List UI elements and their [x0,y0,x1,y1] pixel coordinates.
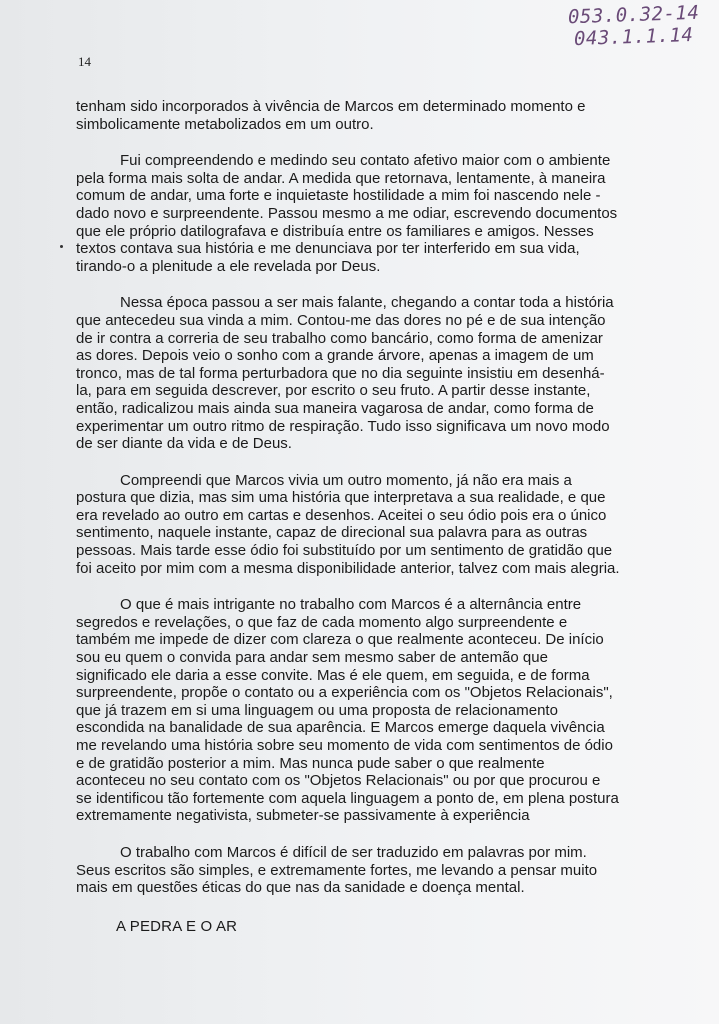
page-number: 14 [78,54,91,69]
text-line: tronco, mas de tal forma perturbadora que no dia seguinte insistiu em desenhá- [76,364,605,382]
text-line: foi aceito por mim com a mesma disponibilidade anterior, talvez com mais alegria. [76,559,620,577]
body-text [76,98,636,916]
text-line: e de gratidão posterior a mim. Mas nunca pude saber o que realmente [76,754,545,772]
text-line: era revelado ao outro em cartas e desenhos. Aceitei o seu ódio pois era o único [76,506,607,524]
text-line: mais em questões éticas do que nas da sanidade e doença mental. [76,879,525,897]
text-line: se identificou tão fortemente com aquela linguagem a ponto de, em plena postura [76,789,619,807]
text-line: aconteceu no seu contato com os "Objetos Relacionais" ou por que procurou e [76,772,601,790]
text-line: simbolicamente metabolizados em um outro. [76,115,374,133]
text-line: sou eu quem o convida para andar sem mesmo saber de antemão que [76,649,548,667]
text-line: que ele próprio datilografava e distribuía entre os familiares e amigos. Nesses [76,222,594,240]
text-line: la, para em seguida descrever, por escrito o seu fruto. A partir desse instante, [76,382,591,400]
text-line: também me impede de dizer com clareza o que realmente aconteceu. De início [76,631,604,649]
text-line: Fui compreendendo e medindo seu contato afetivo maior com o ambiente [120,152,611,170]
paragraph [76,472,636,578]
text-line: pessoas. Mais tarde esse ódio foi substituído por um sentimento de gratidão que [76,542,613,560]
text-line: de ser diante da vida e de Deus. [76,435,292,453]
handwritten-archive-code-2: 043.1.1.14 [573,23,694,51]
text-line: textos contava sua história e me denunciava por ter interferido em sua vida, [76,240,580,258]
paragraph [76,596,636,825]
text-line: sentimento, naquele instante, capaz de direcional sua palavra para as outras [76,524,588,542]
text-line: O que é mais intrigante no trabalho com Marcos é a alternância entre [120,596,582,614]
paragraph [76,152,636,275]
text-line: pela forma mais solta de andar. A medida que retornava, lentamente, à maneira [76,169,606,187]
paragraph [76,844,636,897]
section-heading: A PEDRA E O AR [116,918,238,935]
text-line: escondida na banalidade de sua aparência. E Marcos emerge daquela vivência [76,719,605,737]
text-line: tirando-o a plenitude a ele revelada por Deus. [76,257,381,275]
paragraph [76,294,636,452]
text-line: Compreendi que Marcos vivia um outro momento, já não era mais a [120,471,572,489]
text-line: surpreendente, propõe o contato ou a experiência com os "Objetos Relacionais", [76,684,613,702]
text-line: O trabalho com Marcos é difícil de ser traduzido em palavras por mim. [120,843,587,861]
text-line: que antecedeu sua vinda a mim. Contou-me das dores no pé e de sua intenção [76,311,606,329]
text-line: então, radicalizou mais ainda sua maneira vagarosa de andar, como forma de [76,399,594,417]
text-line: me revelando uma história sobre seu momento de vida com sentimentos de ódio [76,737,613,754]
text-line: postura que dizia, mas sim uma história que interpretava a sua realidade, e que [76,489,606,507]
text-line: que já trazem em si uma linguagem ou uma proposta de relacionamento [76,701,558,719]
stray-mark [60,245,63,248]
text-line: significado ele daria a esse convite. Mas é ele quem, em seguida, e de forma [76,666,590,684]
text-line: comum de andar, uma forte e inquietaste hostilidade a mim foi nascendo nele - [76,187,601,205]
text-line: experimentar um outro ritmo de respiração. Tudo isso significava um novo modo [76,417,610,435]
handwritten-archive-code-1: 053.0.32-14 [567,1,700,29]
text-line: Seus escritos são simples, e extremamente fortes, me levando a pensar muito [76,861,598,879]
text-line: Nessa época passou a ser mais falante, chegando a contar toda a história [120,294,614,312]
text-line: tenham sido incorporados à vivência de Marcos em determinado momento e [76,98,586,115]
paragraph [76,98,636,133]
text-line: segredos e revelações, o que faz de cada momento algo surpreendente e [76,613,568,631]
text-line: extremamente negativista, submeter-se passivamente à experiência [76,807,530,825]
text-line: dado novo e surpreendente. Passou mesmo a me odiar, escrevendo documentos [76,204,618,222]
text-line: de ir contra a correria de seu trabalho como bancário, como forma de amenizar [76,329,603,347]
text-line: as dores. Depois veio o sonho com a grande árvore, apenas a imagem de um [76,347,594,365]
